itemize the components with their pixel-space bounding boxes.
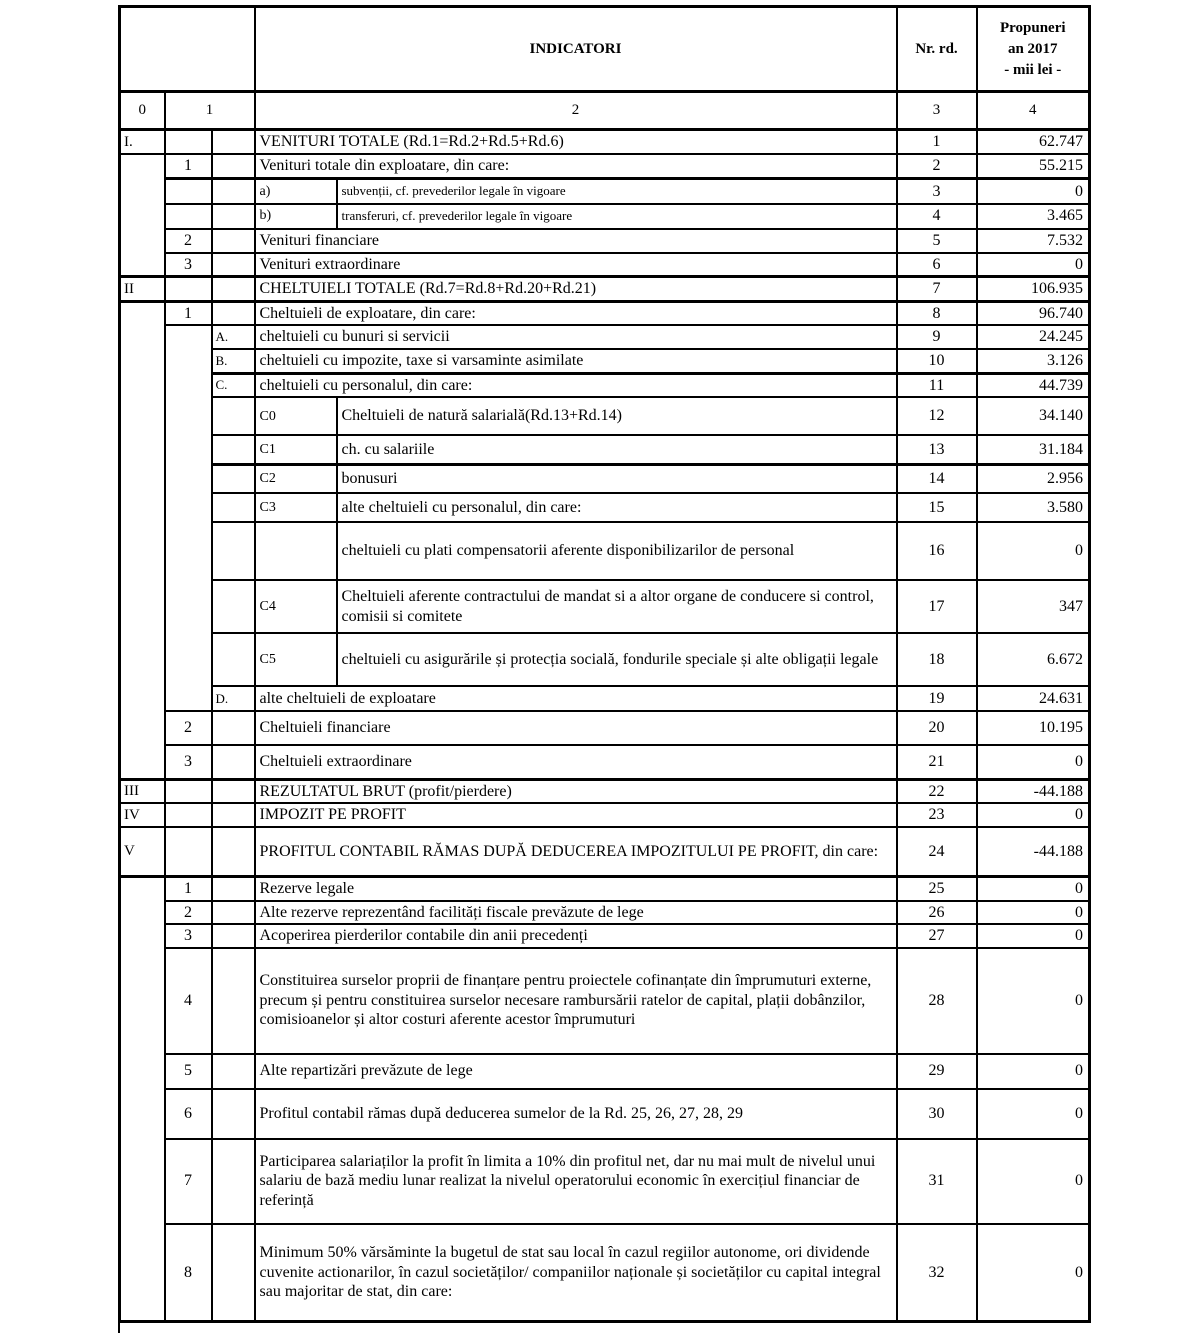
col-index-0: 0: [120, 92, 165, 130]
empty-cell: [212, 901, 255, 925]
code-cell: C1: [255, 435, 337, 464]
table-row: [120, 204, 1090, 229]
page-continuation-line: [118, 1323, 120, 1333]
empty-cell: [212, 633, 255, 686]
empty-cell: [212, 154, 255, 179]
indicator-cell: Alte rezerve reprezentând facilități fiscale prevăzute de lege: [255, 901, 897, 925]
nr-cell: 18: [897, 633, 977, 686]
propuneri-line1: Propuneri: [999, 19, 1066, 36]
empty-cell: [212, 493, 255, 522]
empty-cell: [212, 745, 255, 779]
table-row: [120, 373, 1090, 397]
nr-rd-header: Nr. rd.: [897, 7, 977, 92]
indicator-cell: alte cheltuieli de exploatare: [255, 686, 897, 711]
nr-cell: 10: [897, 349, 977, 373]
table-row: [120, 948, 1090, 1054]
value-cell: 106.935: [977, 277, 1090, 302]
letter-cell: A.: [212, 325, 255, 349]
indicator-cell: VENITURI TOTALE (Rd.1=Rd.2+Rd.5+Rd.6): [255, 130, 897, 154]
empty-cell: [212, 277, 255, 302]
col-index-1: 1: [165, 92, 255, 130]
roman-cell: V: [120, 827, 165, 877]
indicator-cell: Alte repartizări prevăzute de lege: [255, 1054, 897, 1089]
nr-cell: 7: [897, 277, 977, 302]
num-cell: 2: [165, 229, 212, 253]
nr-cell: 25: [897, 877, 977, 901]
value-cell: 0: [977, 803, 1090, 827]
indicator-cell: Venituri extraordinare: [255, 253, 897, 277]
nr-cell: 4: [897, 204, 977, 229]
letter-cell: D.: [212, 686, 255, 711]
indicator-cell: CHELTUIELI TOTALE (Rd.7=Rd.8+Rd.20+Rd.21): [255, 277, 897, 302]
num-cell: 2: [165, 711, 212, 745]
indicator-cell: Cheltuieli extraordinare: [255, 745, 897, 779]
value-cell: 55.215: [977, 154, 1090, 179]
value-cell: 0: [977, 1089, 1090, 1139]
table-row: [120, 277, 1090, 302]
empty-cell: [212, 803, 255, 827]
nr-cell: 6: [897, 253, 977, 277]
num-cell: 4: [165, 948, 212, 1054]
empty-cell: [165, 130, 212, 154]
table-row: [120, 435, 1090, 464]
empty-cell: [212, 711, 255, 745]
indicator-cell: cheltuieli cu asigurările și protecția socială, fondurile speciale și alte obligații legale: [337, 633, 897, 686]
table-row: [120, 253, 1090, 277]
propuneri-header: [977, 7, 1090, 92]
indicator-cell: Venituri totale din exploatare, din care:: [255, 154, 897, 179]
budget-table: [118, 5, 1091, 1323]
indicator-cell: Minimum 50% vărsăminte la bugetul de stat sau local în cazul regiilor autonome, ori dividende cuvenite actionarilor, în cazul societăților/ companiilor naționale și societăților cu capital integral sau majoritar de stat, din care:: [255, 1224, 897, 1322]
nr-cell: 1: [897, 130, 977, 154]
value-cell: 3.580: [977, 493, 1090, 522]
indicator-cell: cheltuieli cu impozite, taxe si varsaminte asimilate: [255, 349, 897, 373]
nr-cell: 31: [897, 1139, 977, 1224]
empty-cell: [212, 924, 255, 948]
table-row: [120, 349, 1090, 373]
value-cell: 44.739: [977, 373, 1090, 397]
empty-cell: [212, 229, 255, 253]
value-cell: 10.195: [977, 711, 1090, 745]
empty-cell: [165, 803, 212, 827]
table-row: [120, 924, 1090, 948]
empty-cell: [212, 1224, 255, 1322]
value-cell: 24.631: [977, 686, 1090, 711]
empty-cell: [212, 435, 255, 464]
column-index-row: [120, 92, 1090, 130]
empty-cell: [212, 522, 255, 580]
indicator-cell: Participarea salariaților la profit în limita a 10% din profitul net, dar nu mai mult de nivelul unui salariu de bază mediu lunar realizat la nivelul operatorului economic în exercițiul financiar de referință: [255, 1139, 897, 1224]
table-row: [120, 464, 1090, 493]
indicator-cell: PROFITUL CONTABIL RĂMAS DUPĂ DEDUCEREA IMPOZITULUI PE PROFIT, din care:: [255, 827, 897, 877]
nr-cell: 17: [897, 580, 977, 633]
nr-cell: 21: [897, 745, 977, 779]
empty-cell: [212, 130, 255, 154]
nr-cell: 16: [897, 522, 977, 580]
num-cell: 5: [165, 1054, 212, 1089]
nr-cell: 23: [897, 803, 977, 827]
table-row: [120, 493, 1090, 522]
table-row: [120, 1224, 1090, 1322]
nr-cell: 13: [897, 435, 977, 464]
value-cell: 96.740: [977, 301, 1090, 325]
empty-cell: [120, 877, 165, 1322]
empty-cell: [212, 204, 255, 229]
indicator-cell: Cheltuieli aferente contractului de mandat si a altor organe de conducere si control, comisii si comitete: [337, 580, 897, 633]
table-row: [120, 877, 1090, 901]
nr-cell: 14: [897, 464, 977, 493]
nr-cell: 22: [897, 779, 977, 803]
num-cell: 3: [165, 745, 212, 779]
value-cell: 0: [977, 1139, 1090, 1224]
value-cell: 0: [977, 522, 1090, 580]
empty-cell: [120, 7, 255, 92]
nr-cell: 32: [897, 1224, 977, 1322]
indicator-cell: Venituri financiare: [255, 229, 897, 253]
indicator-cell: subvenții, cf. prevederilor legale în vigoare: [337, 179, 897, 204]
indicator-cell: cheltuieli cu plati compensatorii aferente disponibilizarilor de personal: [337, 522, 897, 580]
indicator-cell: alte cheltuieli cu personalul, din care:: [337, 493, 897, 522]
value-cell: 3.465: [977, 204, 1090, 229]
code-cell: C2: [255, 464, 337, 493]
indicatori-header: INDICATORI: [255, 7, 897, 92]
propuneri-line3: - mii lei -: [1004, 61, 1062, 78]
num-cell: 7: [165, 1139, 212, 1224]
nr-cell: 27: [897, 924, 977, 948]
nr-cell: 19: [897, 686, 977, 711]
num-cell: 2: [165, 901, 212, 925]
table-row: [120, 179, 1090, 204]
value-cell: -44.188: [977, 827, 1090, 877]
value-cell: 7.532: [977, 229, 1090, 253]
num-cell: 1: [165, 877, 212, 901]
value-cell: 31.184: [977, 435, 1090, 464]
table-row: [120, 580, 1090, 633]
roman-cell: III: [120, 779, 165, 803]
num-cell: 1: [165, 154, 212, 179]
empty-cell: [165, 779, 212, 803]
indicator-cell: bonusuri: [337, 464, 897, 493]
value-cell: 0: [977, 253, 1090, 277]
value-cell: 62.747: [977, 130, 1090, 154]
empty-cell: [212, 948, 255, 1054]
indicator-cell: cheltuieli cu personalul, din care:: [255, 373, 897, 397]
value-cell: 2.956: [977, 464, 1090, 493]
nr-cell: 5: [897, 229, 977, 253]
nr-cell: 12: [897, 397, 977, 435]
empty-cell: [165, 827, 212, 877]
indicator-cell: Profitul contabil rămas după deducerea sumelor de la Rd. 25, 26, 27, 28, 29: [255, 1089, 897, 1139]
nr-cell: 30: [897, 1089, 977, 1139]
value-cell: 6.672: [977, 633, 1090, 686]
table-row: [120, 803, 1090, 827]
empty-cell: [212, 580, 255, 633]
empty-cell: [212, 779, 255, 803]
num-cell: 6: [165, 1089, 212, 1139]
nr-cell: 3: [897, 179, 977, 204]
col-index-4: 4: [977, 92, 1090, 130]
nr-cell: 29: [897, 1054, 977, 1089]
code-cell: C0: [255, 397, 337, 435]
indicator-cell: Acoperirea pierderilor contabile din anii precedenți: [255, 924, 897, 948]
indicator-cell: Cheltuieli de exploatare, din care:: [255, 301, 897, 325]
indicator-cell: Constituirea surselor proprii de finanțare pentru proiectele cofinanțate din împrumuturi externe, precum și pentru constituirea surselor necesare rambursării ratelor de capital, plații dobânzilor, comisioanelor și altor costuri aferente acestor împrumuturi: [255, 948, 897, 1054]
nr-cell: 24: [897, 827, 977, 877]
value-cell: 0: [977, 948, 1090, 1054]
col-index-3: 3: [897, 92, 977, 130]
value-cell: 0: [977, 1054, 1090, 1089]
table-row: [120, 1139, 1090, 1224]
value-cell: 347: [977, 580, 1090, 633]
table-row: [120, 1054, 1090, 1089]
col-index-2: 2: [255, 92, 897, 130]
indicator-cell: Cheltuieli de natură salarială(Rd.13+Rd.14): [337, 397, 897, 435]
value-cell: 0: [977, 901, 1090, 925]
table-row: [120, 1089, 1090, 1139]
table-row: [120, 745, 1090, 779]
roman-cell: I.: [120, 130, 165, 154]
indicator-cell: Rezerve legale: [255, 877, 897, 901]
value-cell: 0: [977, 924, 1090, 948]
num-cell: 1: [165, 301, 212, 325]
code-cell: a): [255, 179, 337, 204]
nr-cell: 2: [897, 154, 977, 179]
nr-cell: 20: [897, 711, 977, 745]
indicator-cell: transferuri, cf. prevederilor legale în vigoare: [337, 204, 897, 229]
empty-cell: [212, 1139, 255, 1224]
letter-cell: B.: [212, 349, 255, 373]
empty-cell: [255, 522, 337, 580]
table-row: [120, 779, 1090, 803]
roman-cell: IV: [120, 803, 165, 827]
letter-cell: C.: [212, 373, 255, 397]
value-cell: 3.126: [977, 349, 1090, 373]
empty-cell: [212, 253, 255, 277]
empty-cell: [212, 877, 255, 901]
table-row: [120, 229, 1090, 253]
header-row: [120, 7, 1090, 92]
num-cell: 3: [165, 253, 212, 277]
nr-cell: 9: [897, 325, 977, 349]
nr-cell: 26: [897, 901, 977, 925]
empty-cell: [212, 397, 255, 435]
indicator-cell: REZULTATUL BRUT (profit/pierdere): [255, 779, 897, 803]
empty-cell: [120, 301, 165, 779]
num-cell: 3: [165, 924, 212, 948]
num-cell: 8: [165, 1224, 212, 1322]
empty-cell: [212, 464, 255, 493]
table-row: [120, 901, 1090, 925]
empty-cell: [212, 1089, 255, 1139]
code-cell: C5: [255, 633, 337, 686]
empty-cell: [165, 277, 212, 302]
table-row: [120, 522, 1090, 580]
nr-cell: 8: [897, 301, 977, 325]
table-row: [120, 827, 1090, 877]
roman-cell: II: [120, 277, 165, 302]
table-row: [120, 130, 1090, 154]
propuneri-line2: an 2017: [1007, 40, 1058, 57]
table-row: [120, 301, 1090, 325]
empty-cell: [120, 154, 165, 277]
empty-cell: [165, 204, 212, 229]
code-cell: C3: [255, 493, 337, 522]
nr-cell: 11: [897, 373, 977, 397]
indicator-cell: IMPOZIT PE PROFIT: [255, 803, 897, 827]
value-cell: 0: [977, 179, 1090, 204]
indicator-cell: cheltuieli cu bunuri si servicii: [255, 325, 897, 349]
value-cell: 0: [977, 745, 1090, 779]
empty-cell: [165, 179, 212, 204]
table-row: [120, 325, 1090, 349]
empty-cell: [212, 179, 255, 204]
empty-cell: [212, 827, 255, 877]
value-cell: 24.245: [977, 325, 1090, 349]
code-cell: b): [255, 204, 337, 229]
table-row: [120, 633, 1090, 686]
table-row: [120, 154, 1090, 179]
table-row: [120, 711, 1090, 745]
table-row: [120, 686, 1090, 711]
empty-cell: [165, 325, 212, 711]
table-row: [120, 397, 1090, 435]
nr-cell: 28: [897, 948, 977, 1054]
budget-sheet: [118, 5, 1091, 1333]
value-cell: 0: [977, 1224, 1090, 1322]
value-cell: 0: [977, 877, 1090, 901]
value-cell: -44.188: [977, 779, 1090, 803]
nr-cell: 15: [897, 493, 977, 522]
indicator-cell: Cheltuieli financiare: [255, 711, 897, 745]
indicator-cell: ch. cu salariile: [337, 435, 897, 464]
empty-cell: [212, 301, 255, 325]
code-cell: C4: [255, 580, 337, 633]
value-cell: 34.140: [977, 397, 1090, 435]
empty-cell: [212, 1054, 255, 1089]
